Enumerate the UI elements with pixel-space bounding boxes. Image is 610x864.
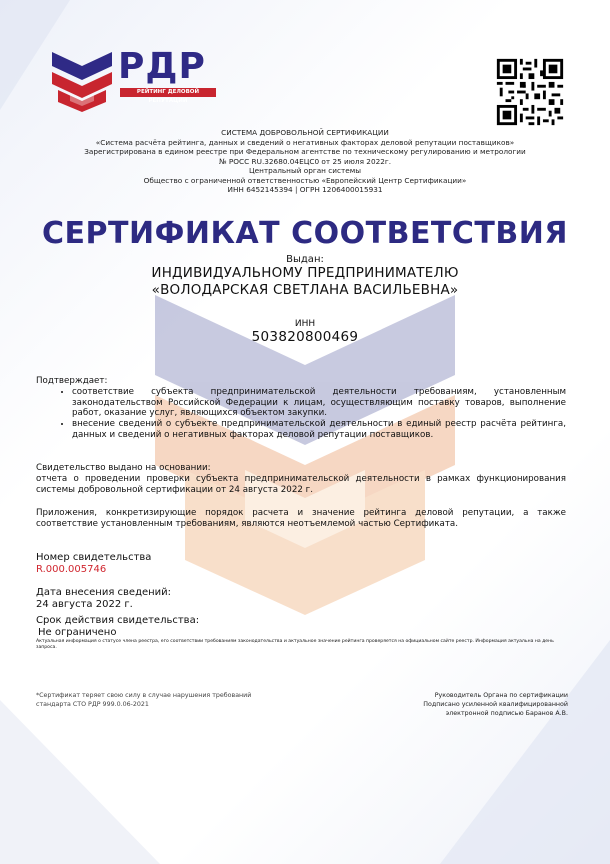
logo-subtitle: РЕЙТИНГ ДЕЛОВОЙ РЕПУТАЦИИ [120,88,216,97]
confirms-label: Подтверждает: [36,376,108,386]
issued-label: Выдан: [286,254,324,265]
list-item: • соответствие субъекта предпринимательской деятельности требованиям, установленным законодательством Российской Федерации к лицам, осуществляющим поставку товаров, выполнение работ, оказание услуг, являющихся объектом закупки. [72,387,566,419]
date-entry-value: 24 августа 2022 г. [36,599,133,610]
footer-note-line: стандарта СТО РДР 999.0.06-2021 [36,701,149,708]
list-item: • внесение сведений о субъекте предпринимательской деятельности в единый реестр расчёта рейтинга, данных и сведений о негативных факторах деловой репутации поставщиков. [72,419,566,441]
qr-code-graphic [494,56,566,128]
logo-shield-icon [52,50,112,112]
header-line: № РОСС RU.32680.04ЕЦС0 от 25 июля 2022г. [218,156,392,166]
signature-line: Подписано усиленной квалифицированной [423,701,568,708]
header-line: Зарегистрирована в едином реестре при Федеральном агентстве по техническому регулированию и метрологии [84,147,526,156]
validity-label: Срок действия свидетельства: [36,615,200,626]
date-entry-label: Дата внесения сведений: [36,587,172,598]
cert-number-value: R.000.005746 [36,564,107,575]
header-line: СИСТЕМА ДОБРОВОЛЬНОЙ СЕРТИФИКАЦИИ [221,128,389,137]
footer-note-line: *Сертификат теряет свою силу в случае нарушения требований [36,692,252,699]
annex-text: Приложения, конкретизирующие порядок расчета и значение рейтинга деловой репутации, а также соответствие установленным требованиям, являются неотъемлемой частью Сертификата. [36,508,566,529]
rdr-logo [52,46,222,112]
signature-line: электронной подписью Баранов А.В. [445,710,568,717]
validity-value: Не ограничено [38,627,117,638]
basis-label: Свидетельство выдано на основании: [36,463,211,473]
issued-to-line: ИНДИВИДУАЛЬНОМУ ПРЕДПРИНИМАТЕЛЮ [151,265,459,281]
header-line: Общество с ограниченной ответственностью «Европейский Центр Сертификации» [143,175,467,185]
basis-section [36,463,566,495]
inn-label: ИНН [294,319,316,329]
confirms-section [36,376,566,441]
issued-to [0,265,610,299]
signature-line: Руководитель Органа по сертификации [434,692,568,699]
footer-note [36,691,306,709]
signature-block [380,691,568,718]
basis-text: отчета о проведении проверки субъекта предпринимательской деятельности в рамках функционирования системы добровольной сертификации от 24 августа 2022 г. [36,473,566,495]
header-line: ИНН 6452145394 | ОГРН 1206400015931 [227,185,383,194]
qr-code-icon[interactable] [494,56,566,128]
issued-to-line: «ВОЛОДАРСКАЯ СВЕТЛАНА ВАСИЛЬЕВНА» [151,282,459,298]
system-header [0,128,610,195]
inn-value: 503820800469 [251,329,359,345]
header-line: «Система расчёта рейтинга, данных и сведений о негативных факторах деловой репутации поставщиков» [95,137,515,147]
fine-print: Актуальная информация о статусе члена реестра, его соответствии требованиям законодательства и актуальное значение рейтинга проверяется на официальном сайте реестр. Информация актуальна на день запроса. [36,639,554,650]
confirms-list [36,387,566,441]
cert-number-label: Номер свидетельства [36,552,152,563]
certificate-title: СЕРТИФИКАТ СООТВЕТСТВИЯ [42,216,568,251]
header-line: Центральный орган системы [248,166,362,175]
logo-text: РДР [118,46,206,87]
